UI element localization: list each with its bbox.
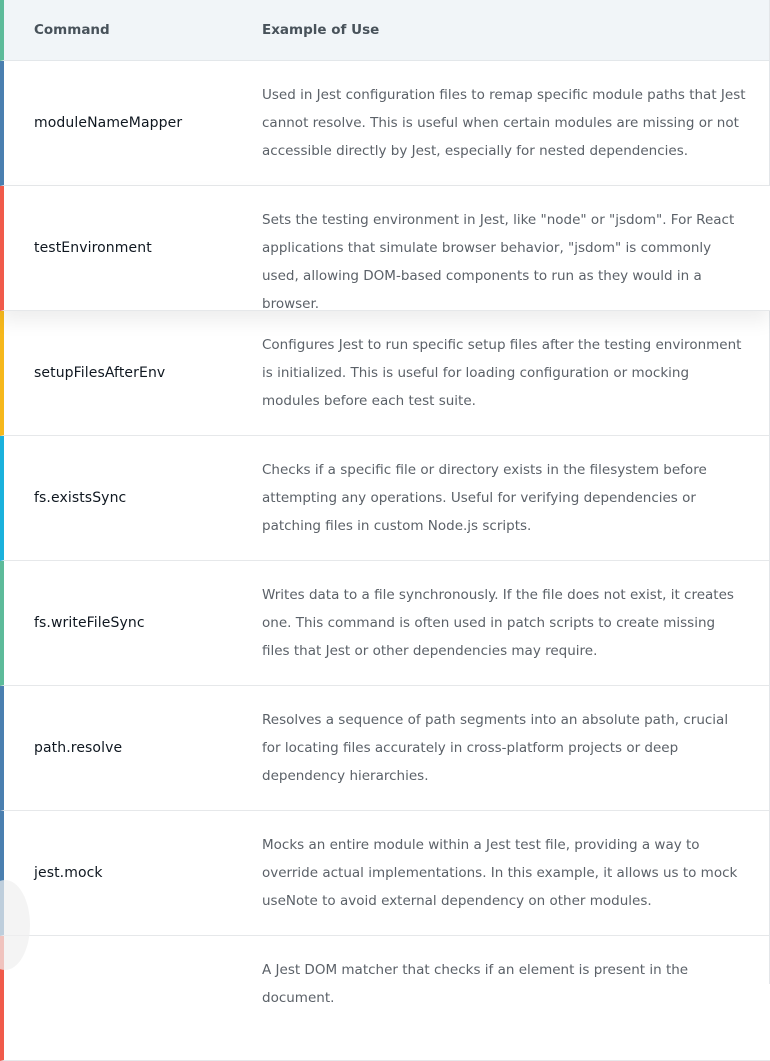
example-cell: Resolves a sequence of path segments into an absolute path, crucial for locating files accurately in cross-platform projects or deep dependency hierarchies.	[262, 712, 729, 784]
example-cell: Configures Jest to run specific setup files after the testing environment is initialized. This is useful for loading configuration or mocking modules before each test suite.	[262, 337, 742, 409]
table-row	[0, 811, 770, 936]
table-row	[0, 436, 770, 561]
example-cell: Checks if a specific file or directory exists in the filesystem before attempting any operations. Useful for verifying dependencies or patching files in custom Node.js scripts.	[262, 462, 707, 534]
example-cell: A Jest DOM matcher that checks if an element is present in the document.	[262, 962, 689, 1006]
example-cell: Used in Jest configuration files to remap specific module paths that Jest cannot resolve. This is useful when certain modules are missing or not accessible directly by Jest, especially for nested dependencies.	[262, 87, 746, 159]
table-row	[0, 311, 770, 436]
table-header	[0, 0, 770, 61]
header-command: Command	[34, 22, 110, 38]
command-cell: fs.writeFileSync	[34, 615, 145, 631]
table-row	[0, 186, 770, 311]
table-row	[0, 686, 770, 811]
table-row	[0, 561, 770, 686]
table-row	[0, 936, 770, 1061]
command-cell: jest.mock	[34, 865, 103, 881]
command-cell: path.resolve	[34, 740, 123, 756]
example-cell: Sets the testing environment in Jest, like "node" or "jsdom". For React applications that simulate browser behavior, "jsdom" is commonly used, allowing DOM-based components to run as they would in a browser.	[262, 212, 735, 312]
command-cell: testEnvironment	[34, 240, 152, 256]
example-cell: Writes data to a file synchronously. If the file does not exist, it creates one. This command is often used in patch scripts to create missing files that Jest or other dependencies may require.	[262, 587, 734, 659]
command-cell: fs.existsSync	[34, 490, 127, 506]
command-cell: moduleNameMapper	[34, 115, 183, 131]
table-row	[0, 61, 770, 186]
example-cell: Mocks an entire module within a Jest test file, providing a way to override actual implementations. In this example, it allows us to mock useNote to avoid external dependency on other modules.	[262, 837, 738, 909]
header-example: Example of Use	[262, 22, 380, 38]
command-cell: setupFilesAfterEnv	[34, 365, 166, 381]
